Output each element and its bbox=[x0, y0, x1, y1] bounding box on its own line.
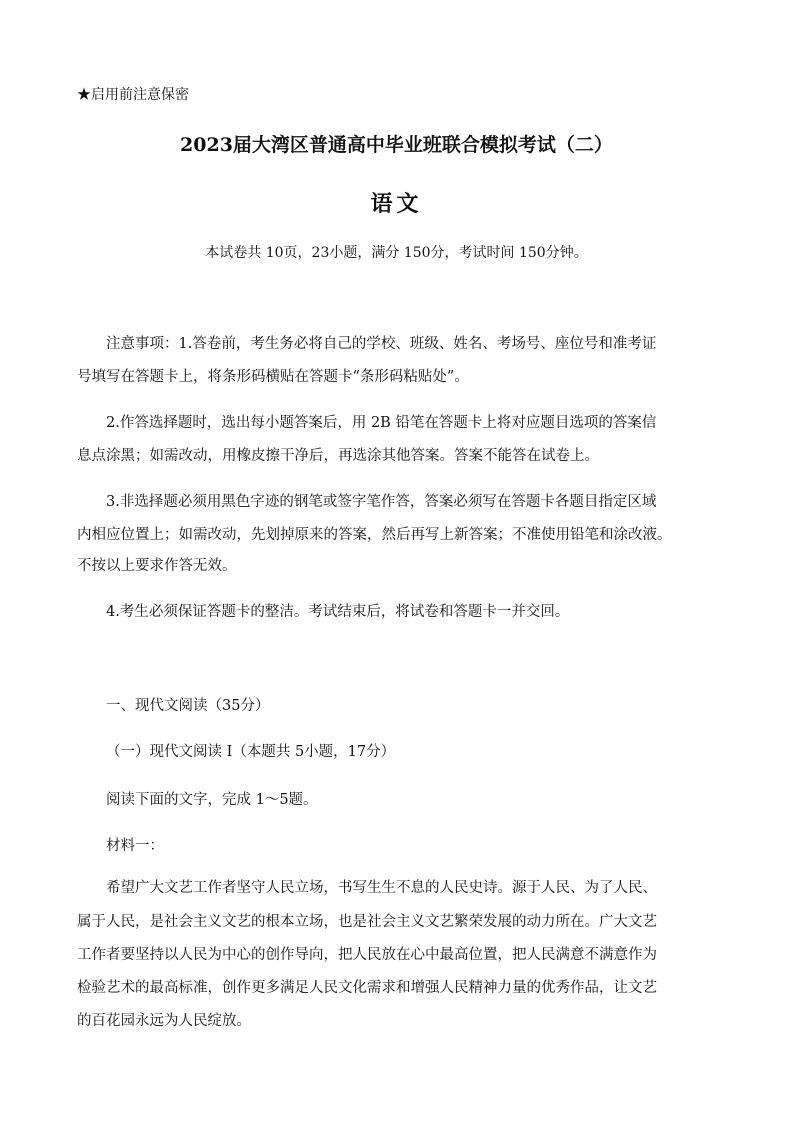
passage-line-2: 属于人民，是社会主义文艺的根本立场，也是社会主义文艺繁荣发展的动力所在。广大文艺 bbox=[77, 914, 657, 930]
note-3-line-2: 内相应位置上；如需改动，先划掉原来的答案，然后再写上新答案；不准使用铅笔和涂改液。 bbox=[77, 527, 672, 543]
note-3-line-3: 不按以上要求作答无效。 bbox=[77, 558, 237, 574]
passage-line-5: 的百花园永远为人民绽放。 bbox=[77, 1013, 251, 1029]
reading-instruction: 阅读下面的文字，完成 1～5题。 bbox=[106, 792, 318, 808]
passage-line-4: 检验艺术的最高标准，创作更多满足人民文化需求和增强人民精神力量的优秀作品，让文艺 bbox=[77, 980, 657, 996]
note-4-line-1: 4.考生必须保证答题卡的整洁。考试结束后，将试卷和答题卡一并交回。 bbox=[106, 604, 570, 620]
note-3-line-1: 3.非选择题必须用黑色字迹的钢笔或签字笔作答，答案必须写在答题卡各题目指定区域 bbox=[106, 494, 657, 510]
subsection-heading: （一）现代文阅读 I（本题共 5小题，17分） bbox=[106, 744, 396, 760]
section-heading: 一、现代文阅读（35分） bbox=[106, 698, 270, 714]
note-2-line-1: 2.作答选择题时，选出每小题答案后，用 2B 铅笔在答题卡上将对应题目选项的答案信 bbox=[106, 415, 657, 431]
subject-title: 语文 bbox=[370, 191, 423, 217]
note-1-line-2: 号填写在答题卡上，将条形码横贴在答题卡“条形码粘贴处”。 bbox=[77, 369, 469, 385]
note-1-line-1: 注意事项：1.答卷前，考生务必将自己的学校、班级、姓名、考场号、座位号和准考证 bbox=[106, 336, 657, 352]
exam-title: 2023届大湾区普通高中毕业班联合模拟考试（二） bbox=[180, 134, 613, 156]
passage-line-1: 希望广大文艺工作者坚守人民立场，书写生生不息的人民史诗。源于人民、为了人民、 bbox=[106, 880, 657, 896]
note-2-line-2: 息点涂黑；如需改动，用橡皮擦干净后，再选涂其他答案。答案不能答在试卷上。 bbox=[77, 448, 599, 464]
confidential-notice: ★启用前注意保密 bbox=[77, 87, 189, 103]
exam-info: 本试卷共 10页，23小题，满分 150分，考试时间 150分钟。 bbox=[205, 245, 588, 261]
passage-line-3: 工作者要坚持以人民为中心的创作导向，把人民放在心中最高位置，把人民满意不满意作为 bbox=[77, 947, 657, 963]
material-label: 材料一： bbox=[106, 838, 164, 854]
